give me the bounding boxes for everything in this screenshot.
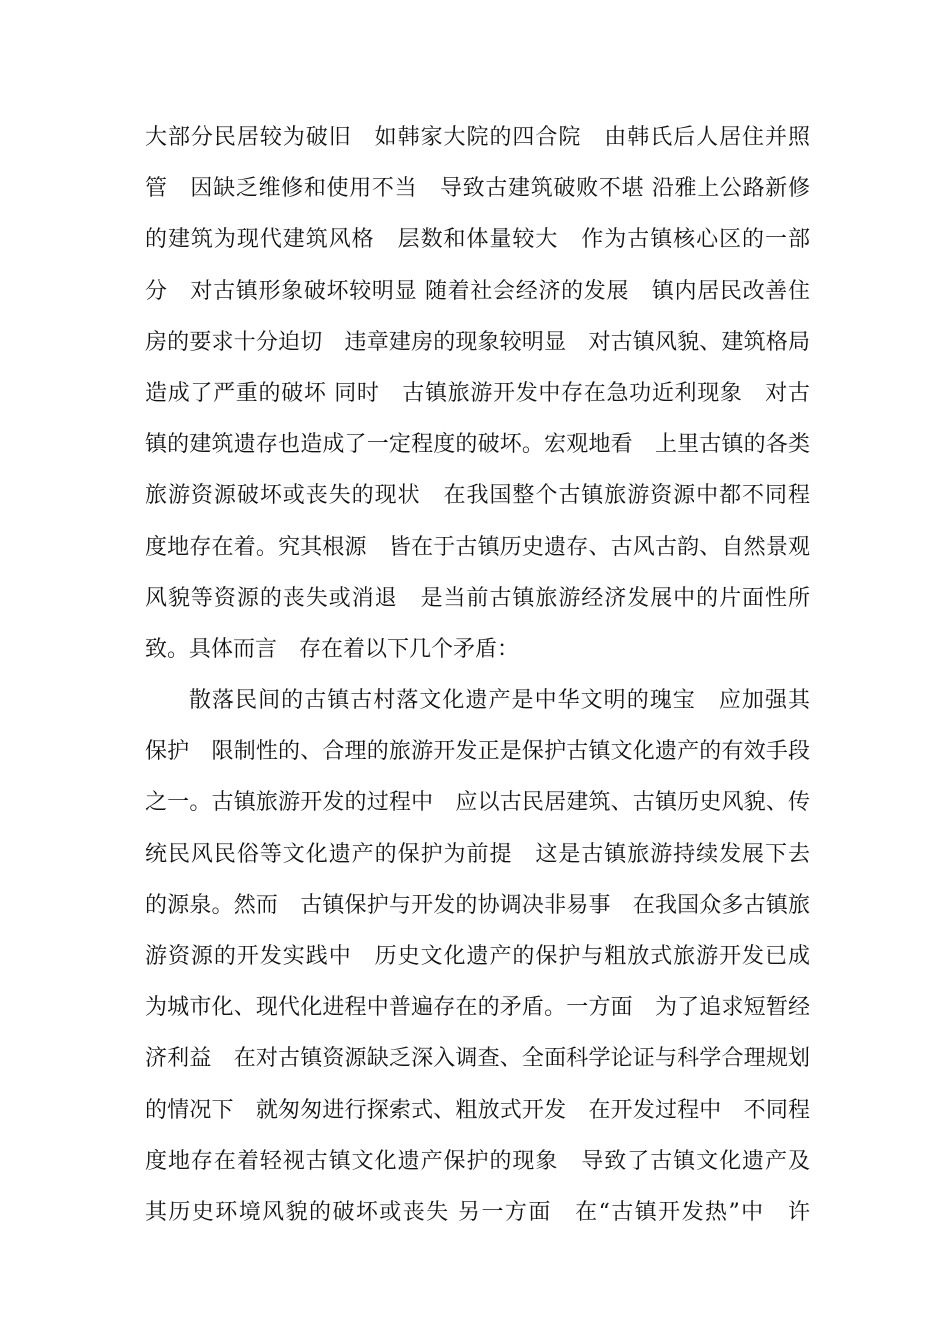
text-line: 风貌等资源的丧失或消退 是当前古镇旅游经济发展中的片面性所 [145,585,810,611]
text-line: 致。具体而言 存在着以下几个矛盾： [145,636,520,662]
text-line: 的源泉。然而 古镇保护与开发的协调决非易事 在我国众多古镇旅 [145,892,810,918]
text-line: 济利益 在对古镇资源缺乏深入调查、全面科学论证与科学合理规划 [145,1046,810,1072]
text-line: 旅游资源破坏或丧失的现状 在我国整个古镇旅游资源中都不同程 [145,483,810,509]
paragraph-first-line: 散落民间的古镇古村落文化遗产是中华文明的瑰宝 应加强其 [189,688,810,714]
text-line: 为城市化、现代化进程中普遍存在的矛盾。一方面 为了追求短暂经 [145,995,810,1021]
text-line: 度地存在着轻视古镇文化遗产保护的现象 导致了古镇文化遗产及 [145,1148,810,1174]
text-line: 大部分民居较为破旧 如韩家大院的四合院 由韩氏后人居住并照 [145,125,810,150]
text-line: 的建筑为现代建筑风格 层数和体量较大 作为古镇核心区的一部 [145,227,810,253]
text-line: 管 因缺乏维修和使用不当 导致古建筑破败不堪 沿雅上公路新修 [145,176,810,202]
text-line: 之一。古镇旅游开发的过程中 应以古民居建筑、古镇历史风貌、传 [145,790,810,816]
body-text [145,112,810,1238]
text-line: 度地存在着。究其根源 皆在于古镇历史遗存、古风古韵、自然景观 [145,534,810,560]
text-line: 分 对古镇形象破坏较明显 随着社会经济的发展 镇内居民改善住 [145,278,810,304]
text-line: 统民风民俗等文化遗产的保护为前提 这是古镇旅游持续发展下去 [145,841,810,867]
text-line: 房的要求十分迫切 违章建房的现象较明显 对古镇风貌、建筑格局 [145,329,810,355]
text-line: 其历史环境风貌的破坏或丧失 另一方面 在“古镇开发热”中 许 [145,1199,810,1225]
text-line: 保护 限制性的、合理的旅游开发正是保护古镇文化遗产的有效手段 [145,739,810,765]
text-line: 镇的建筑遗存也造成了一定程度的破坏。宏观地看 上里古镇的各类 [145,432,810,458]
text-line: 游资源的开发实践中 历史文化遗产的保护与粗放式旅游开发已成 [145,944,810,969]
text-line: 的情况下 就匆匆进行探索式、粗放式开发 在开发过程中 不同程 [145,1097,810,1123]
text-line: 造成了严重的破坏 同时 古镇旅游开发中存在急功近利现象 对古 [145,380,810,406]
